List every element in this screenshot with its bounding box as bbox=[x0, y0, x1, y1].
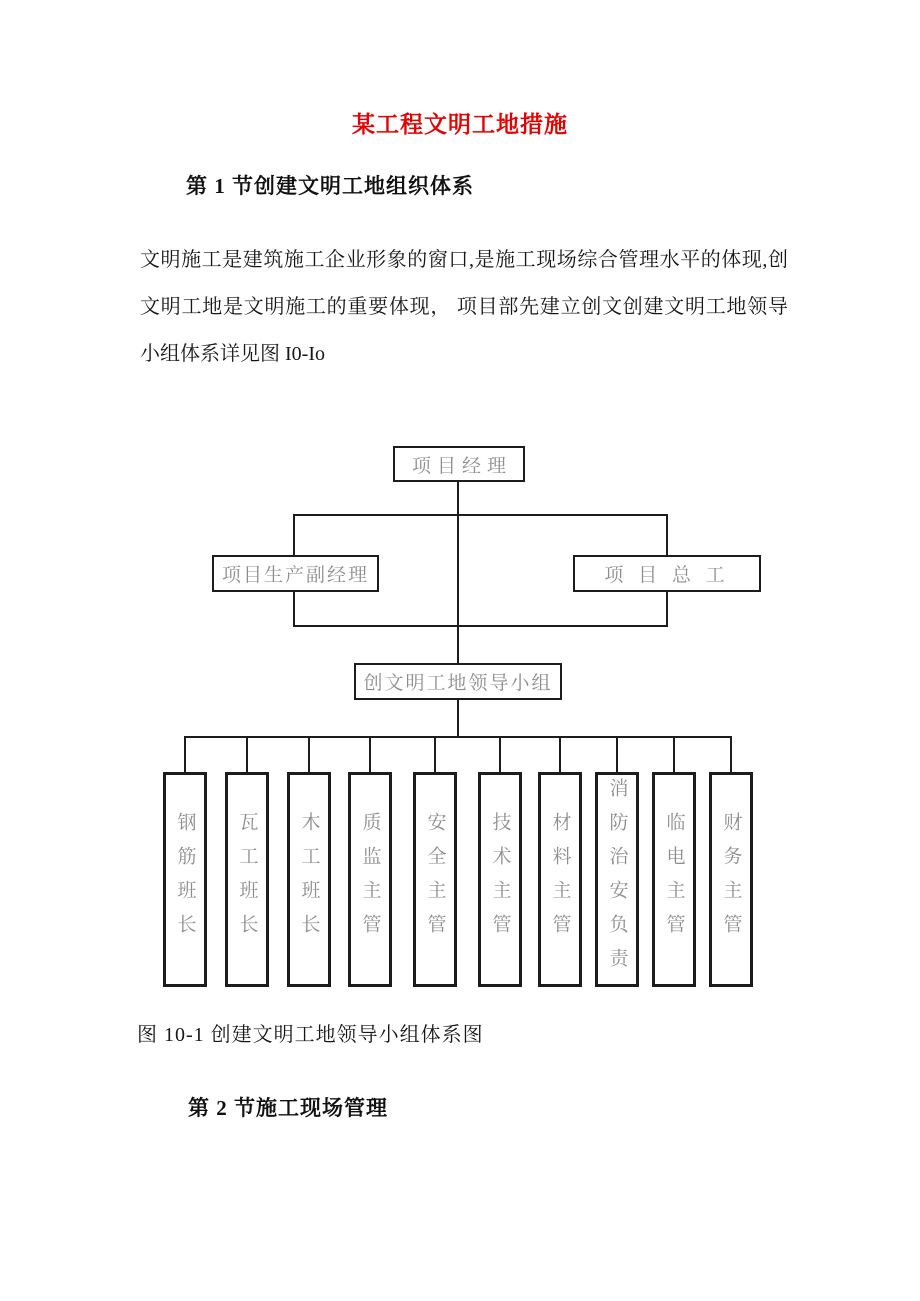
paragraph-line: 文明工地是文明施工的重要体现， 项目部先建立创文创建文明工地领导 bbox=[140, 296, 788, 318]
leaf-label: 质监主管 bbox=[359, 811, 381, 948]
connector-line bbox=[457, 514, 459, 664]
connector-line bbox=[457, 480, 459, 516]
leaf-label: 钢筋班长 bbox=[174, 811, 196, 948]
connector-line bbox=[293, 590, 295, 627]
org-box-rebar-foreman bbox=[163, 772, 207, 987]
leaf-label: 木工班长 bbox=[298, 811, 320, 948]
org-box-project-manager: 项目经理 bbox=[393, 446, 525, 482]
connector-line bbox=[434, 736, 436, 774]
connector-line bbox=[369, 736, 371, 774]
org-box-safety-supervisor bbox=[413, 772, 457, 987]
section-2-heading: 第 2 节施工现场管理 bbox=[188, 1096, 388, 1120]
org-box-chief-engineer: 项 目 总 工 bbox=[573, 555, 761, 592]
connector-line bbox=[246, 736, 248, 774]
org-box-mason-foreman bbox=[225, 772, 269, 987]
figure-caption: 图 10-1 创建文明工地领导小组体系图 bbox=[137, 1024, 484, 1046]
connector-line bbox=[616, 736, 618, 774]
connector-line bbox=[559, 736, 561, 774]
org-box-deputy-manager: 项目生产副经理 bbox=[212, 555, 379, 592]
org-box-finance-supervisor bbox=[709, 772, 753, 987]
connector-line bbox=[673, 736, 675, 774]
page-title: 某工程文明工地措施 bbox=[352, 112, 568, 137]
connector-line bbox=[457, 698, 459, 738]
leaf-label: 安全主管 bbox=[424, 811, 446, 948]
connector-line bbox=[293, 625, 668, 627]
connector-line bbox=[499, 736, 501, 774]
org-box-technical-supervisor bbox=[478, 772, 522, 987]
leaf-label: 瓦工班长 bbox=[236, 811, 258, 948]
org-box-temp-power-supervisor bbox=[652, 772, 696, 987]
leaf-label: 财务主管 bbox=[720, 811, 742, 948]
org-box-materials-supervisor bbox=[538, 772, 582, 987]
org-box-leading-group: 创文明工地领导小组 bbox=[354, 663, 562, 700]
connector-line bbox=[730, 736, 732, 774]
org-box-quality-supervisor bbox=[348, 772, 392, 987]
connector-line bbox=[184, 736, 732, 738]
connector-line bbox=[293, 514, 295, 556]
connector-line bbox=[666, 514, 668, 556]
connector-line bbox=[666, 590, 668, 627]
leaf-label: 消防治安负责 bbox=[606, 777, 628, 982]
paragraph-line: 文明施工是建筑施工企业形象的窗口,是施工现场综合管理水平的体现,创 bbox=[140, 249, 788, 271]
leaf-label: 临电主管 bbox=[663, 811, 685, 948]
paragraph-line: 小组体系详见图 I0-Io bbox=[140, 343, 325, 365]
connector-line bbox=[293, 514, 668, 516]
org-box-carpenter-foreman bbox=[287, 772, 331, 987]
connector-line bbox=[184, 736, 186, 774]
connector-line bbox=[308, 736, 310, 774]
leaf-label: 技术主管 bbox=[489, 811, 511, 948]
leaf-label: 材料主管 bbox=[549, 811, 571, 948]
section-1-heading: 第 1 节创建文明工地组织体系 bbox=[186, 174, 474, 198]
org-box-fire-security-lead bbox=[595, 772, 639, 987]
